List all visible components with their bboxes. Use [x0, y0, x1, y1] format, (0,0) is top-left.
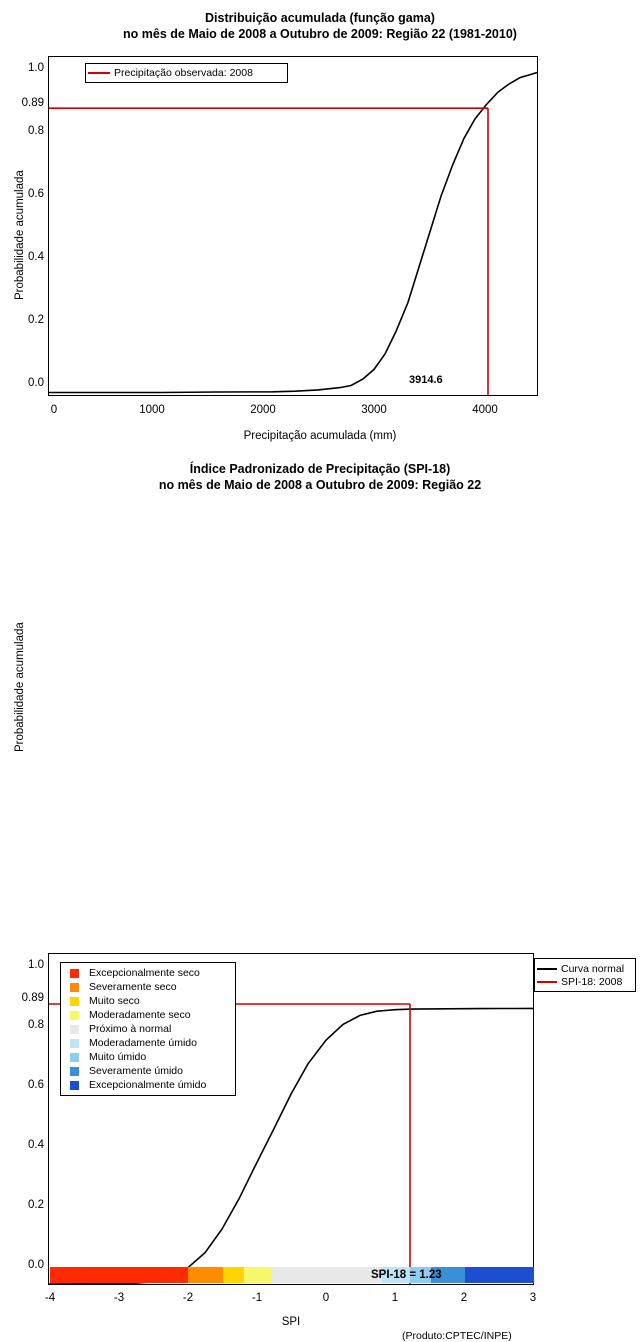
spi-class-legend-item-1 [61, 980, 235, 994]
spi-class-legend-item-6-label: Muito úmido [89, 1051, 147, 1063]
top-ytick-1.0: 1.0 [28, 62, 44, 74]
class-bar-moderadamente-seco [244, 1267, 272, 1283]
spi-class-legend-item-5 [61, 1036, 235, 1050]
bottom-prob-tick-label: 0.89 [21, 992, 44, 1004]
line-icon [535, 968, 559, 970]
top-ytick-0.0: 0.0 [28, 377, 44, 389]
bottom-xtick--3: -3 [113, 1292, 125, 1304]
bottom-ytick-0.0: 0.0 [28, 1259, 44, 1271]
curve-legend [534, 958, 636, 992]
color-swatch-icon [61, 1067, 87, 1076]
top-ytick-0.8: 0.8 [28, 125, 44, 137]
spi-class-legend-item-3-label: Moderadamente seco [89, 1009, 191, 1021]
top-ytick-0.4: 0.4 [28, 251, 44, 263]
spi-class-legend-item-0 [61, 966, 235, 980]
spi-class-legend-item-2-label: Muito seco [89, 995, 140, 1007]
top-xtick-2000: 2000 [250, 404, 276, 416]
gamma-cdf-panel [0, 0, 640, 452]
spi-class-legend-item-5-label: Moderadamente úmido [89, 1037, 197, 1049]
bottom-xtick-0: 0 [322, 1292, 330, 1304]
spi-class-legend-item-4 [61, 1022, 235, 1036]
top-legend [85, 63, 288, 83]
spi-class-legend-item-4-label: Próximo à normal [89, 1023, 172, 1035]
curve-legend-item-1 [535, 975, 635, 988]
color-swatch-icon [61, 997, 87, 1006]
spi-class-legend-item-7 [61, 1064, 235, 1078]
bottom-xtick-1: 1 [391, 1292, 399, 1304]
class-bar-excepcionalmente-seco [50, 1267, 188, 1283]
bottom-ytick-0.8: 0.8 [28, 1019, 44, 1031]
top-ytick-0.6: 0.6 [28, 188, 44, 200]
top-chart-title-line1: Distribuição acumulada (função gama) [205, 11, 435, 25]
spi-class-legend-item-8-label: Excepcionalmente úmido [89, 1079, 207, 1091]
bottom-y-axis-label: Probabilidade acumulada [14, 622, 26, 752]
color-swatch-icon [61, 1081, 87, 1090]
spi-class-legend-item-6 [61, 1050, 235, 1064]
top-plot-area [48, 56, 538, 396]
color-swatch-icon [61, 1053, 87, 1062]
top-xtick-1000: 1000 [139, 404, 165, 416]
bottom-chart-title-line2: no mês de Maio de 2008 a Outubro de 2009: Região 22 [158, 478, 482, 492]
top-ytick-0.2: 0.2 [28, 314, 44, 326]
top-legend-item-0-label: Precipitação observada: 2008 [114, 67, 253, 79]
bottom-xtick--4: -4 [44, 1292, 56, 1304]
bottom-xtick--2: -2 [182, 1292, 194, 1304]
class-bar-severamente-seco [188, 1267, 223, 1283]
curve-legend-item-0-label: Curva normal [561, 962, 625, 975]
class-bar-excepcionalmente-umido [465, 1267, 534, 1283]
curve-legend-item-1-label: SPI-18: 2008 [561, 975, 623, 988]
bottom-plot-area [48, 953, 534, 1285]
class-bar-proximo-a-normal [272, 1267, 382, 1283]
top-prob-tick-label: 0.89 [21, 97, 44, 109]
bottom-ytick-1.0: 1.0 [28, 959, 44, 971]
spi-class-legend-item-2 [61, 994, 235, 1008]
top-y-axis-label: Probabilidade acumulada [14, 170, 26, 300]
bottom-ytick-0.2: 0.2 [28, 1199, 44, 1211]
color-swatch-icon [61, 1025, 87, 1034]
bottom-xtick--1: -1 [251, 1292, 263, 1304]
spi-class-bar [50, 1267, 534, 1283]
spi-class-legend-item-1-label: Severamente seco [89, 981, 177, 993]
top-xtick-0: 0 [50, 404, 58, 416]
spi-class-legend-item-7-label: Severamente úmido [89, 1065, 183, 1077]
bottom-chart-title-line1: Índice Padronizado de Precipitação (SPI-18) [189, 462, 451, 476]
top-legend-item-0 [86, 66, 287, 80]
line-icon [86, 72, 112, 74]
color-swatch-icon [61, 983, 87, 992]
line-icon [535, 981, 559, 983]
top-xtick-4000: 4000 [472, 404, 498, 416]
bottom-ytick-0.4: 0.4 [28, 1139, 44, 1151]
spi-class-legend [60, 962, 236, 1096]
spi-class-legend-item-3 [61, 1008, 235, 1022]
top-x-axis-label: Precipitação acumulada (mm) [243, 430, 397, 442]
top-plot-svg [49, 57, 537, 395]
color-swatch-icon [61, 1039, 87, 1048]
top-xtick-3000: 3000 [361, 404, 387, 416]
spi-value-annotation: SPI-18 = 1.23 [371, 1269, 442, 1281]
spi-class-legend-item-8 [61, 1078, 235, 1092]
bottom-ytick-0.6: 0.6 [28, 1079, 44, 1091]
curve-legend-item-0 [535, 962, 635, 975]
bottom-x-axis-label: SPI [281, 1316, 301, 1328]
color-swatch-icon [61, 1011, 87, 1020]
credit-label: (Produto:CPTEC/INPE) [402, 1330, 512, 1342]
top-marker-value-annotation: 3914.6 [409, 374, 443, 386]
bottom-xtick-2: 2 [460, 1292, 468, 1304]
top-chart-title-line2: no mês de Maio de 2008 a Outubro de 2009: Região 22 (1981-2010) [123, 27, 517, 41]
bottom-xtick-3: 3 [529, 1292, 537, 1304]
gamma-curve [49, 73, 537, 393]
class-bar-muito-seco [223, 1267, 244, 1283]
spi-panel [0, 452, 640, 1342]
spi-class-legend-item-0-label: Excepcionalmente seco [89, 967, 200, 979]
color-swatch-icon [61, 969, 87, 978]
